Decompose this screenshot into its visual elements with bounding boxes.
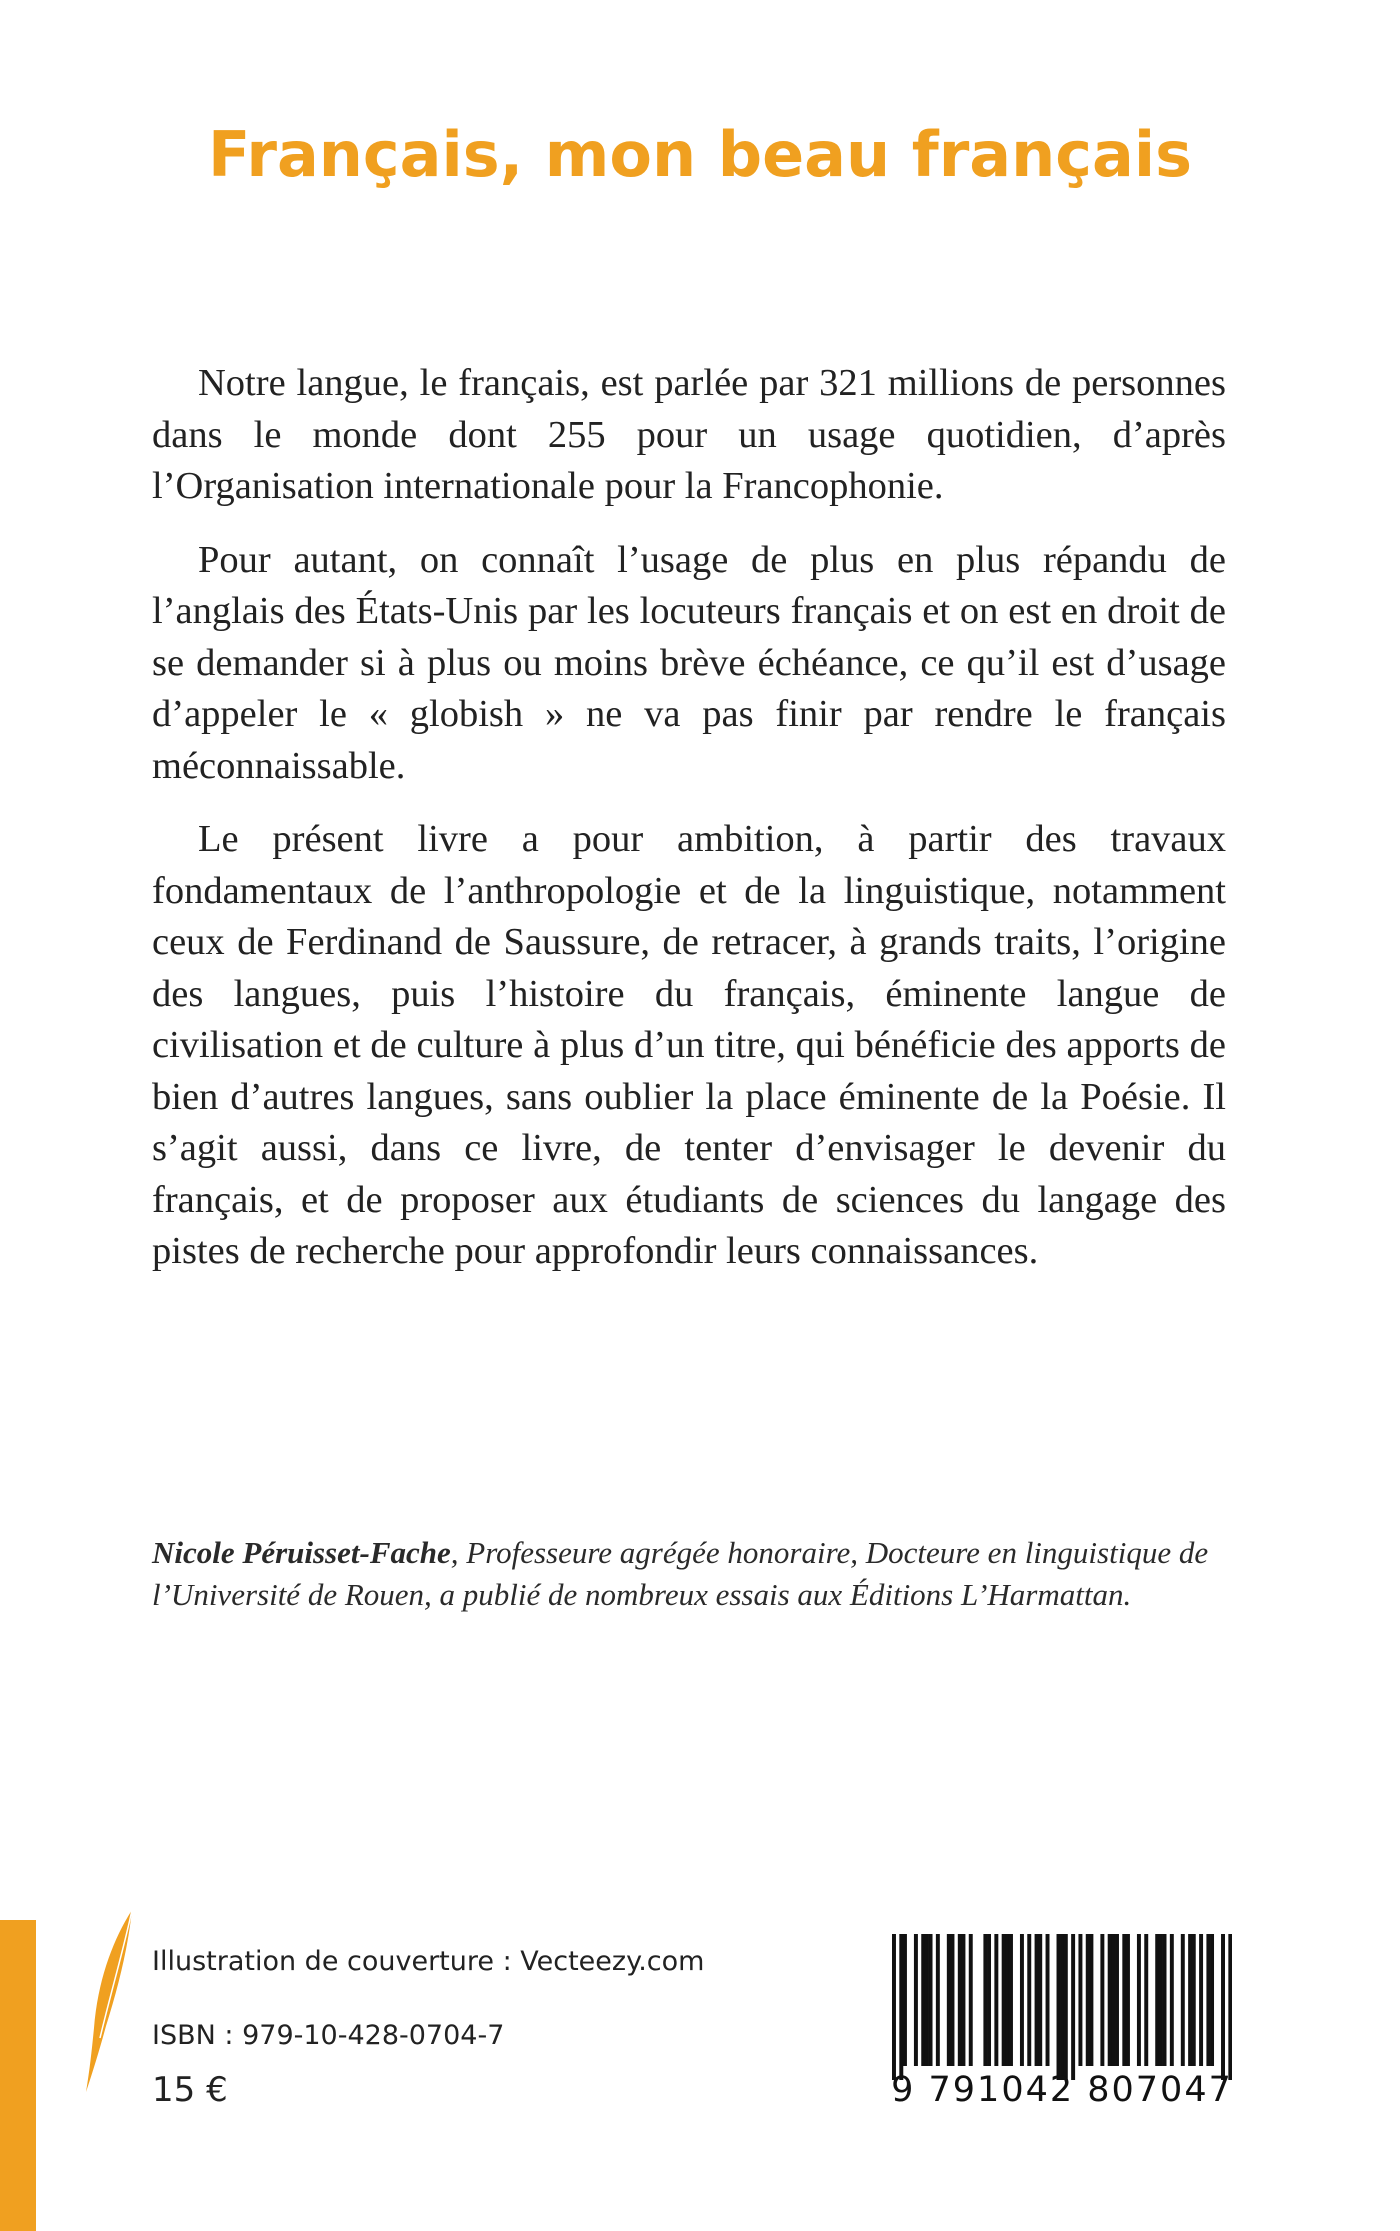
barcode-bar <box>1192 1934 1196 2066</box>
barcode-bar <box>1057 1934 1061 2080</box>
feather-icon <box>84 1908 136 2094</box>
barcode-bar <box>1144 1934 1148 2066</box>
isbn: ISBN : 979-10-428-0704-7 <box>152 2020 505 2051</box>
barcode-bar <box>1228 1934 1232 2080</box>
barcode-bar <box>1060 1934 1064 2080</box>
barcode-bar <box>914 1934 918 2066</box>
barcode-bar <box>1027 1934 1031 2066</box>
barcode-bar <box>1089 1934 1093 2066</box>
blurb-paragraph-1: Notre langue, le français, est parlée par 321 millions de personnes dans le monde dont 255 pour un usage quotidien, d’après l’Organisation internationale pour la Francophonie. <box>152 362 1226 507</box>
barcode-bar <box>1002 1934 1006 2066</box>
barcode-bar <box>1111 1934 1115 2066</box>
price: 15 € <box>152 2070 228 2110</box>
barcode-bar <box>921 1934 925 2066</box>
author-bio <box>152 1532 1232 1616</box>
barcode-bar <box>899 1934 903 2080</box>
barcode-bar <box>936 1934 940 2066</box>
barcode-bar <box>903 1934 907 2066</box>
illustration-credit: Illustration de couverture : Vecteezy.com <box>152 1946 705 1977</box>
barcode-bar <box>1170 1934 1174 2066</box>
book-title: Français, mon beau français <box>207 118 1192 191</box>
barcode-bar <box>1126 1934 1130 2066</box>
accent-side-bar <box>0 1920 36 2231</box>
barcode-bar <box>1038 1934 1042 2066</box>
barcode-bar <box>1188 1934 1192 2066</box>
barcode-bar <box>925 1934 929 2066</box>
barcode-bar <box>1163 1934 1167 2066</box>
barcode-bar <box>961 1934 965 2066</box>
barcode-bar <box>1078 1934 1082 2066</box>
barcode-bar <box>929 1934 933 2066</box>
barcode-bar <box>958 1934 962 2066</box>
barcode-bar <box>950 1934 954 2066</box>
barcode-bar <box>983 1934 987 2066</box>
barcode-bar <box>1155 1934 1159 2066</box>
barcode-bar <box>947 1934 951 2066</box>
barcode-bar <box>994 1934 998 2066</box>
barcode-bar <box>892 1934 896 2080</box>
barcode-bar <box>1137 1934 1141 2066</box>
barcode-bar <box>1221 1934 1225 2080</box>
blurb-paragraph-3: Le présent livre a pour ambition, à partir des travaux fondamentaux de l’anthropologie et de la linguistique, notamment ceux de Ferdinand de Saussure, de retracer, à grands traits, l’origine des langues, puis l’histoire du français, éminente langue de civilisation et de culture à plus d’un titre, qui bénéficie des apports de bien d’autres langues, sans oublier la place éminente de la Poésie. Il s’agit aussi, dans ce livre, de tenter d’envisager le devenir du français, et de proposer aux étudiants de sciences du langage des pistes de recherche pour approfondir leurs connaissances. <box>152 818 1226 1272</box>
barcode-bar <box>1086 1934 1090 2066</box>
barcode-bar <box>1122 1934 1126 2066</box>
barcode-bar <box>969 1934 973 2066</box>
barcode-bar <box>1035 1934 1039 2066</box>
back-cover-blurb <box>152 358 1226 1300</box>
barcode-bar <box>1064 1934 1068 2080</box>
barcode-bar <box>1199 1934 1203 2066</box>
barcode-bar <box>1108 1934 1112 2066</box>
barcode-bar <box>1159 1934 1163 2066</box>
barcode-bar <box>1181 1934 1185 2066</box>
barcode-bar <box>1100 1934 1104 2066</box>
barcode-bar <box>1071 1934 1075 2080</box>
author-name: Nicole Péruisset-Fache <box>152 1535 451 1570</box>
barcode-number: 9 791042 807047 <box>891 2070 1233 2110</box>
barcode-bar <box>1020 1934 1024 2066</box>
barcode-bar <box>1210 1934 1214 2066</box>
barcode-bar <box>1206 1934 1210 2066</box>
barcode-bar <box>987 1934 991 2066</box>
barcode-bar <box>1009 1934 1013 2066</box>
barcode-bar <box>1115 1934 1119 2066</box>
blurb-paragraph-2: Pour autant, on connaît l’usage de plus en plus répandu de l’anglais des États-Unis par les locuteurs français et on est en droit de se demander si à plus ou moins brève échéance, ce qu’il est d’usage d’appeler le « globish » ne va pas finir par rendre le français méconnaissable. <box>152 538 1226 787</box>
barcode-bar <box>1046 1934 1050 2066</box>
barcode-bar <box>1005 1934 1009 2066</box>
author-description: , Professeure agrégée honoraire, Docteure en linguistique de l’Université de Rouen, a publié de nombreux essais aux Éditions L’Harmattan. <box>152 1535 1209 1612</box>
